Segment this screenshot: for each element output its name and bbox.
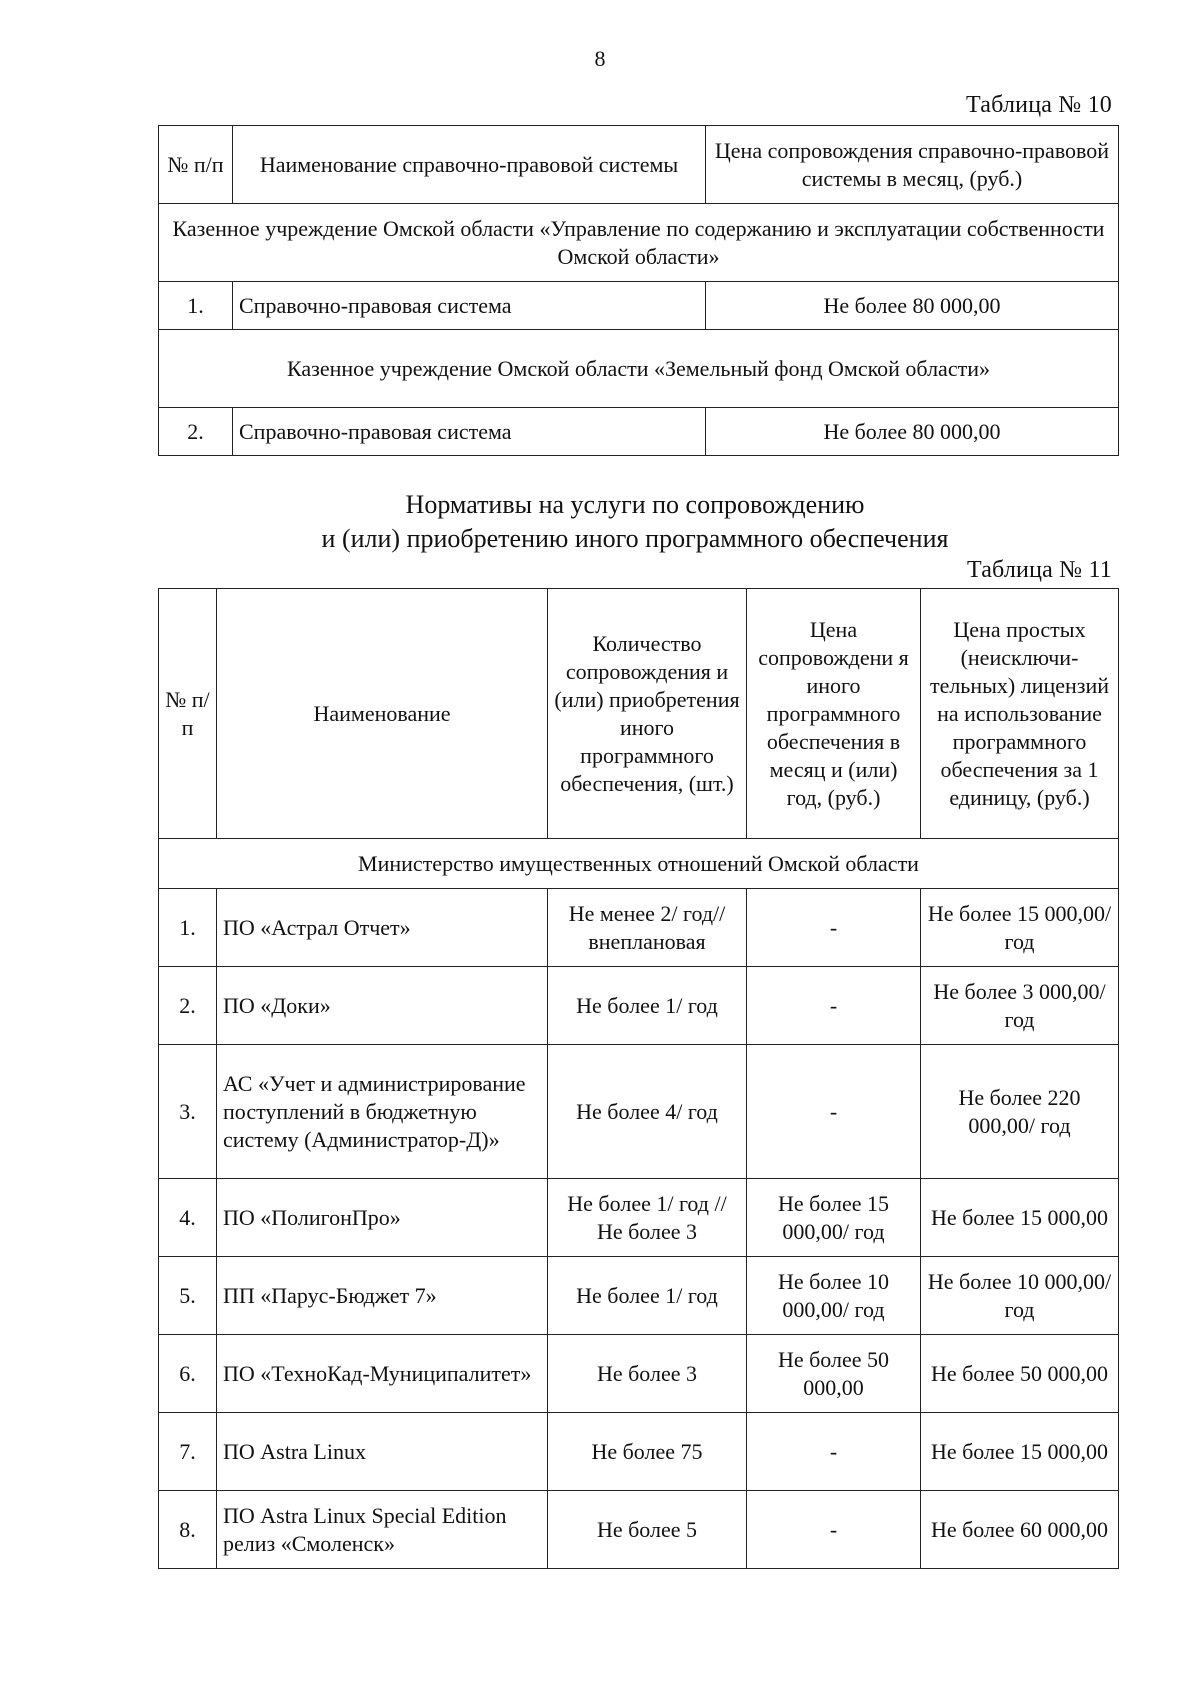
row-num: 2. (159, 408, 233, 456)
row-name: ПО «Доки» (217, 967, 548, 1045)
table-11-header-row (159, 589, 1119, 839)
row-qty: Не менее 2/ год// внеплановая (548, 889, 747, 967)
row-qty: Не более 5 (548, 1491, 747, 1569)
row-qty: Не более 1/ год // Не более 3 (548, 1179, 747, 1257)
row-name: ПО «ПолигонПро» (217, 1179, 548, 1257)
row-license-price: Не более 220 000,00/ год (921, 1045, 1119, 1179)
row-num: 2. (159, 967, 217, 1045)
row-name: ПО Astra Linux (217, 1413, 548, 1491)
table-11 (158, 588, 1119, 1569)
header-num: № п/п (159, 589, 217, 839)
row-name: ПО «ТехноКад-Муниципалитет» (217, 1335, 548, 1413)
row-support-price: Не более 10 000,00/ год (747, 1257, 921, 1335)
row-num: 8. (159, 1491, 217, 1569)
header-price: Цена сопровождения справочно-правовой системы в месяц, (руб.) (706, 126, 1119, 204)
section-title-line-2: и (или) приобретению иного программного обеспечения (321, 524, 949, 553)
org-row (159, 330, 1119, 408)
row-license-price: Не более 15 000,00 (921, 1179, 1119, 1257)
table-row (159, 1179, 1119, 1257)
table-10-label: Таблица № 10 (966, 92, 1112, 118)
header-name: Наименование (217, 589, 548, 839)
org-row (159, 204, 1119, 282)
row-support-price: - (747, 889, 921, 967)
row-support-price: Не более 50 000,00 (747, 1335, 921, 1413)
table-row (159, 967, 1119, 1045)
row-name: ПО Astra Linux Special Edition релиз «Смоленск» (217, 1491, 548, 1569)
row-num: 1. (159, 889, 217, 967)
section-title-line-1: Нормативы на услуги по сопровождению (405, 490, 865, 519)
header-qty: Количество сопровождения и (или) приобретения иного программного обеспечения, (шт.) (548, 589, 747, 839)
row-num: 4. (159, 1179, 217, 1257)
table-row (159, 1335, 1119, 1413)
table-11-label: Таблица № 11 (966, 557, 1112, 583)
row-qty: Не более 1/ год (548, 1257, 747, 1335)
row-license-price: Не более 3 000,00/год (921, 967, 1119, 1045)
row-name: Справочно-правовая система (233, 282, 706, 330)
table-row (159, 282, 1119, 330)
row-license-price: Не более 10 000,00/ год (921, 1257, 1119, 1335)
header-support-price: Цена сопровождени я иного программного обеспечения в месяц и (или) год, (руб.) (747, 589, 921, 839)
section-title (0, 488, 1200, 556)
table-10-header-row (159, 126, 1119, 204)
table-10 (158, 125, 1119, 456)
org-row (159, 839, 1119, 889)
org-name: Казенное учреждение Омской области «Управление по содержанию и эксплуатации собственности Омской области» (159, 204, 1119, 282)
row-price: Не более 80 000,00 (706, 408, 1119, 456)
table-row (159, 1257, 1119, 1335)
row-license-price: Не более 15 000,00/год (921, 889, 1119, 967)
table-row (159, 1491, 1119, 1569)
table-row (159, 889, 1119, 967)
row-license-price: Не более 15 000,00 (921, 1413, 1119, 1491)
row-qty: Не более 1/ год (548, 967, 747, 1045)
row-support-price: Не более 15 000,00/ год (747, 1179, 921, 1257)
row-support-price: - (747, 1491, 921, 1569)
row-qty: Не более 3 (548, 1335, 747, 1413)
row-license-price: Не более 60 000,00 (921, 1491, 1119, 1569)
table-row (159, 1045, 1119, 1179)
org-name: Казенное учреждение Омской области «Земельный фонд Омской области» (159, 330, 1119, 408)
page-number: 8 (594, 46, 606, 71)
row-name: ПП «Парус-Бюджет 7» (217, 1257, 548, 1335)
row-license-price: Не более 50 000,00 (921, 1335, 1119, 1413)
row-support-price: - (747, 1045, 921, 1179)
row-num: 6. (159, 1335, 217, 1413)
row-name: ПО «Астрал Отчет» (217, 889, 548, 967)
row-name: Справочно-правовая система (233, 408, 706, 456)
row-num: 7. (159, 1413, 217, 1491)
org-name: Министерство имущественных отношений Омской области (159, 839, 1119, 889)
row-support-price: - (747, 1413, 921, 1491)
row-num: 3. (159, 1045, 217, 1179)
table-row (159, 1413, 1119, 1491)
row-name: АС «Учет и администрирование поступлений в бюджетную систему (Администратор-Д)» (217, 1045, 548, 1179)
row-num: 1. (159, 282, 233, 330)
table-row (159, 408, 1119, 456)
row-qty: Не более 75 (548, 1413, 747, 1491)
header-license-price: Цена простых (неисключи-тельных) лицензий на использование программного обеспечения за 1 единицу, (руб.) (921, 589, 1119, 839)
row-num: 5. (159, 1257, 217, 1335)
row-price: Не более 80 000,00 (706, 282, 1119, 330)
row-qty: Не более 4/ год (548, 1045, 747, 1179)
header-num: № п/п (159, 126, 233, 204)
row-support-price: - (747, 967, 921, 1045)
header-name: Наименование справочно-правовой системы (233, 126, 706, 204)
